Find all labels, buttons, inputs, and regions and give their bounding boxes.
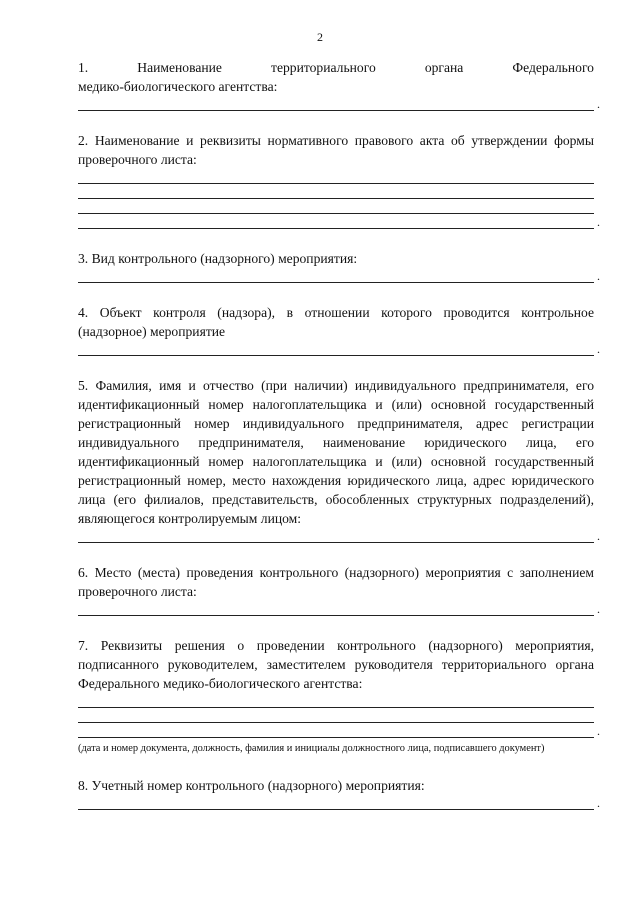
item-7-note: (дата и номер документа, должность, фамилия и инициалы должностного лица, подписавшего документ) bbox=[78, 743, 545, 754]
item-1 bbox=[78, 58, 594, 111]
item-7-fill-line-2[interactable] bbox=[78, 708, 594, 723]
item-7 bbox=[78, 636, 594, 756]
item-2-fill-line-3[interactable] bbox=[78, 199, 594, 214]
item-4 bbox=[78, 303, 594, 356]
item-1-word-4: Федерального bbox=[512, 60, 594, 75]
item-5-fill-line[interactable] bbox=[78, 528, 594, 543]
item-6-fill-line[interactable] bbox=[78, 601, 594, 616]
item-3 bbox=[78, 249, 594, 283]
form-content bbox=[78, 58, 594, 810]
item-2-fill-line-2[interactable] bbox=[78, 184, 594, 199]
item-6 bbox=[78, 563, 594, 616]
item-4-text: 4. Объект контроля (надзора), в отношении которого проводится контрольное (надзорное) мероприятие bbox=[78, 305, 594, 339]
item-4-fill-line[interactable] bbox=[78, 341, 594, 356]
item-6-text: 6. Место (места) проведения контрольного (надзорного) мероприятия с заполнением проверочного листа: bbox=[78, 565, 594, 599]
item-2-text: 2. Наименование и реквизиты нормативного правового акта об утверждении формы проверочного листа: bbox=[78, 133, 594, 167]
item-2 bbox=[78, 131, 594, 229]
item-1-fill-line[interactable] bbox=[78, 96, 594, 111]
item-1-text-line2: медико-биологического агентства: bbox=[78, 79, 278, 94]
item-7-fill-line-1[interactable] bbox=[78, 693, 594, 708]
item-3-text: 3. Вид контрольного (надзорного) мероприятия: bbox=[78, 251, 358, 266]
item-3-fill-line[interactable] bbox=[78, 268, 594, 283]
page-number: 2 bbox=[317, 30, 323, 44]
item-7-text: 7. Реквизиты решения о проведении контрольного (надзорного) мероприятия, подписанного руководителем, заместителем руководителя территориального органа Федерального медико-биологического агентства: bbox=[78, 638, 594, 691]
item-8 bbox=[78, 776, 594, 810]
item-1-word-3: органа bbox=[424, 60, 464, 75]
item-1-word-1: Наименование bbox=[137, 60, 222, 75]
item-8-fill-line[interactable] bbox=[78, 795, 594, 810]
item-5-text: 5. Фамилия, имя и отчество (при наличии) индивидуального предпринимателя, его идентификационный номер налогоплательщика и (или) основной государственный регистрационный номер индивидуального предпринимателя, адрес регистрации индивидуального предпринимателя, наименование юридического лица, его идентификационный номер налогоплательщика и (или) основной государственный регистрационный номер, место нахождения юридического лица, адрес юридического лица (его филиалов, представительств, обособленных структурных подразделений), являющегося контролируемым лицом: bbox=[78, 378, 594, 526]
item-1-word-2: территориального bbox=[271, 60, 376, 75]
item-5 bbox=[78, 376, 594, 543]
item-1-heading bbox=[78, 58, 594, 77]
item-1-number: 1. bbox=[78, 60, 89, 75]
item-8-text: 8. Учетный номер контрольного (надзорного) мероприятия: bbox=[78, 778, 425, 793]
item-2-fill-line-4[interactable] bbox=[78, 214, 594, 229]
item-7-fill-line-3[interactable] bbox=[78, 723, 594, 738]
item-2-fill-line-1[interactable] bbox=[78, 169, 594, 184]
